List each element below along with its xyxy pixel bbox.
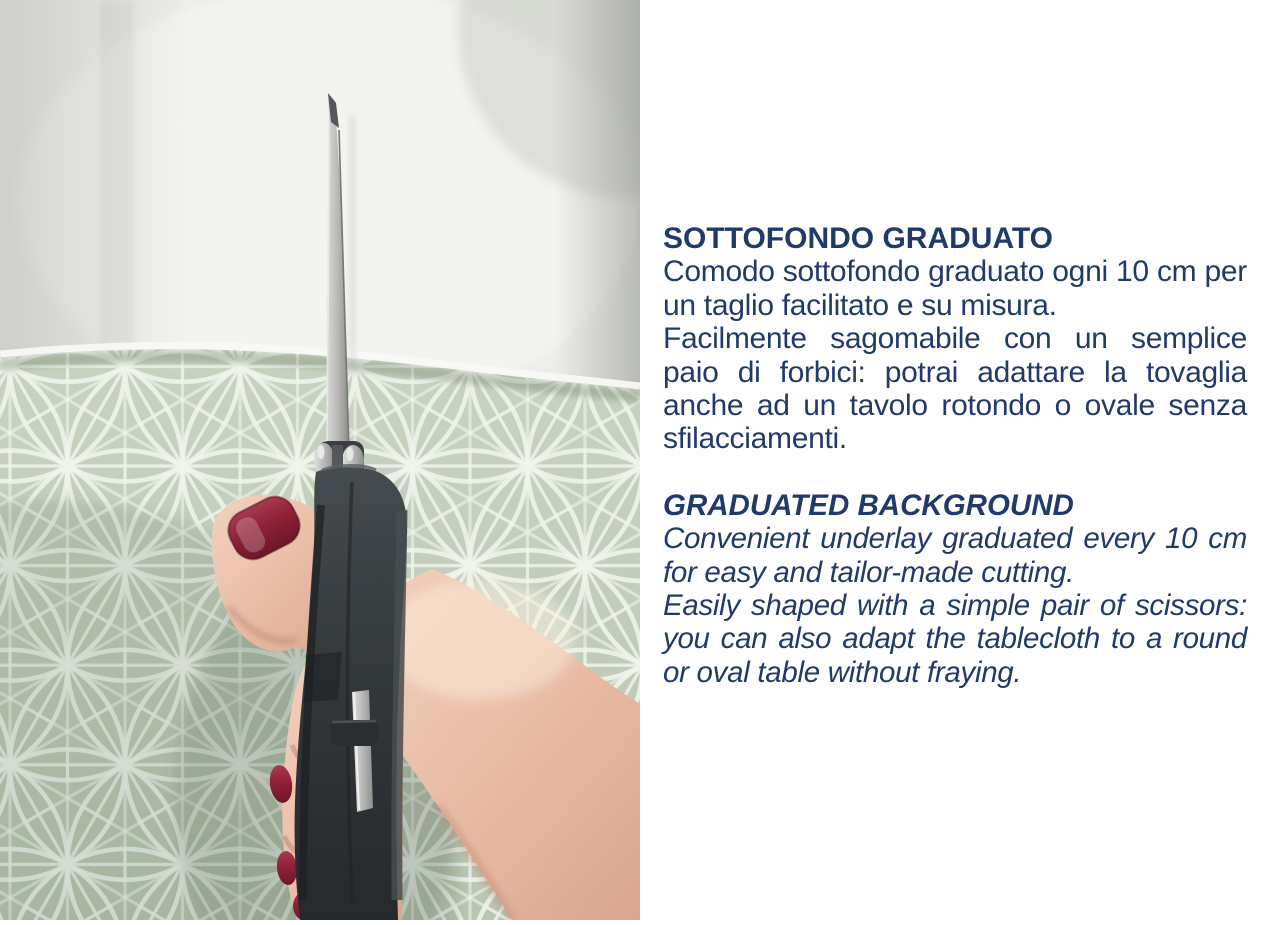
english-section [663, 489, 1247, 689]
description-panel [640, 0, 1280, 920]
paragraph-italian-1: Comodo sottofondo graduato ogni 10 cm per un taglio facilitato e su misura. [663, 255, 1247, 322]
paragraph-english-1: Convenient underlay graduated every 10 cm for easy and tailor-made cutting. [663, 522, 1247, 589]
heading-italian: SOTTOFONDO GRADUATO [663, 222, 1053, 255]
product-photo [0, 0, 640, 920]
description-text [663, 222, 1247, 689]
paragraph-italian-2: Facilmente sagomabile con un semplice paio di forbici: potrai adattare la tovaglia anche ad un tavolo rotondo o ovale senza sfilacciamenti. [663, 322, 1247, 456]
italian-section [663, 222, 1247, 456]
heading-english: GRADUATED BACKGROUND [663, 488, 1074, 522]
handle-crossbar [330, 720, 378, 746]
paragraph-english-2: Easily shaped with a simple pair of scissors: you can also adapt the tablecloth to a round or oval table without fraying. [663, 589, 1247, 689]
